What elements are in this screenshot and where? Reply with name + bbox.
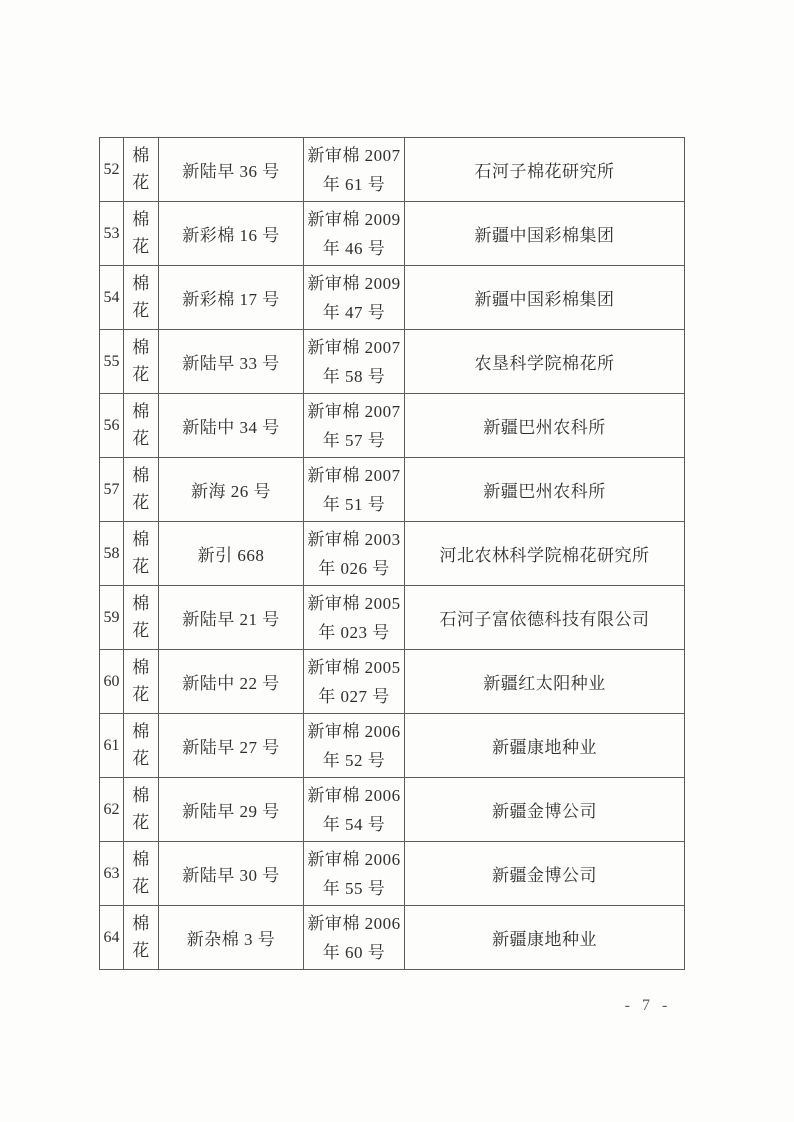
cert-line-1: 新审棉 2005	[307, 593, 401, 613]
org-cell: 新疆康地种业	[405, 714, 685, 778]
variety-cell: 新陆早 29 号	[159, 778, 304, 842]
category-text: 棉花	[132, 722, 150, 768]
category-cell	[124, 522, 159, 586]
cert-cell	[304, 586, 405, 650]
cert-cell	[304, 394, 405, 458]
row-number-cell: 52	[100, 138, 124, 202]
row-number-cell: 60	[100, 650, 124, 714]
category-cell	[124, 842, 159, 906]
cert-line-2: 年 51 号	[322, 494, 386, 514]
cert-line-2: 年 026 号	[318, 558, 390, 578]
cert-line-2: 年 61 号	[322, 174, 386, 194]
category-cell	[124, 458, 159, 522]
org-cell: 新疆中国彩棉集团	[405, 202, 685, 266]
cert-line-2: 年 47 号	[322, 302, 386, 322]
category-text: 棉花	[132, 146, 150, 192]
cert-line-1: 新审棉 2009	[307, 273, 401, 293]
table-body	[100, 138, 685, 970]
cert-cell	[304, 266, 405, 330]
cert-line-2: 年 60 号	[322, 942, 386, 962]
cert-line-2: 年 57 号	[322, 430, 386, 450]
cert-line-1: 新审棉 2007	[307, 337, 401, 357]
category-cell	[124, 586, 159, 650]
cert-line-2: 年 027 号	[318, 686, 390, 706]
variety-cell: 新海 26 号	[159, 458, 304, 522]
cert-cell	[304, 650, 405, 714]
variety-cell: 新陆早 33 号	[159, 330, 304, 394]
category-cell	[124, 138, 159, 202]
org-cell: 农垦科学院棉花所	[405, 330, 685, 394]
cert-cell	[304, 906, 405, 970]
cert-line-1: 新审棉 2005	[307, 657, 401, 677]
cert-line-2: 年 54 号	[322, 814, 386, 834]
category-cell	[124, 906, 159, 970]
table-row	[100, 138, 685, 202]
category-text: 棉花	[132, 274, 150, 320]
row-number-cell: 59	[100, 586, 124, 650]
cert-line-2: 年 46 号	[322, 238, 386, 258]
cert-line-2: 年 023 号	[318, 622, 390, 642]
table-row	[100, 586, 685, 650]
page-number: - 7 -	[624, 997, 672, 1014]
table-row	[100, 330, 685, 394]
variety-cell: 新彩棉 16 号	[159, 202, 304, 266]
variety-approval-table	[99, 137, 685, 970]
table-row	[100, 394, 685, 458]
org-cell: 石河子棉花研究所	[405, 138, 685, 202]
table-row	[100, 650, 685, 714]
category-cell	[124, 778, 159, 842]
row-number-cell: 61	[100, 714, 124, 778]
cert-line-1: 新审棉 2006	[307, 721, 401, 741]
category-cell	[124, 266, 159, 330]
row-number-cell: 64	[100, 906, 124, 970]
category-text: 棉花	[132, 594, 150, 640]
cert-cell	[304, 778, 405, 842]
category-text: 棉花	[132, 210, 150, 256]
row-number-cell: 63	[100, 842, 124, 906]
cert-cell	[304, 202, 405, 266]
table-row	[100, 266, 685, 330]
category-text: 棉花	[132, 850, 150, 896]
category-cell	[124, 650, 159, 714]
category-text: 棉花	[132, 658, 150, 704]
org-cell: 新疆红太阳种业	[405, 650, 685, 714]
table-row	[100, 714, 685, 778]
variety-cell: 新陆中 22 号	[159, 650, 304, 714]
cert-line-2: 年 55 号	[322, 878, 386, 898]
cert-line-1: 新审棉 2006	[307, 785, 401, 805]
org-cell: 新疆金博公司	[405, 842, 685, 906]
variety-cell: 新陆早 27 号	[159, 714, 304, 778]
org-cell: 新疆中国彩棉集团	[405, 266, 685, 330]
table-row	[100, 458, 685, 522]
cert-cell	[304, 714, 405, 778]
cert-line-1: 新审棉 2009	[307, 209, 401, 229]
category-cell	[124, 394, 159, 458]
row-number-cell: 57	[100, 458, 124, 522]
table-row	[100, 842, 685, 906]
table-row	[100, 202, 685, 266]
cert-line-1: 新审棉 2003	[307, 529, 401, 549]
org-cell: 新疆巴州农科所	[405, 458, 685, 522]
table-row	[100, 906, 685, 970]
category-text: 棉花	[132, 338, 150, 384]
row-number-cell: 53	[100, 202, 124, 266]
cert-cell	[304, 458, 405, 522]
category-text: 棉花	[132, 914, 150, 960]
variety-cell: 新彩棉 17 号	[159, 266, 304, 330]
row-number-cell: 58	[100, 522, 124, 586]
cert-line-2: 年 58 号	[322, 366, 386, 386]
cert-line-1: 新审棉 2007	[307, 465, 401, 485]
row-number-cell: 62	[100, 778, 124, 842]
org-cell: 新疆金博公司	[405, 778, 685, 842]
cert-cell	[304, 330, 405, 394]
cert-line-1: 新审棉 2007	[307, 145, 401, 165]
cert-cell	[304, 138, 405, 202]
variety-cell: 新引 668	[159, 522, 304, 586]
variety-cell: 新陆早 21 号	[159, 586, 304, 650]
table-row	[100, 522, 685, 586]
category-text: 棉花	[132, 402, 150, 448]
category-text: 棉花	[132, 786, 150, 832]
category-text: 棉花	[132, 530, 150, 576]
org-cell: 石河子富依德科技有限公司	[405, 586, 685, 650]
table-row	[100, 778, 685, 842]
variety-cell: 新陆早 30 号	[159, 842, 304, 906]
cert-line-1: 新审棉 2006	[307, 849, 401, 869]
category-cell	[124, 202, 159, 266]
category-cell	[124, 330, 159, 394]
variety-cell: 新陆中 34 号	[159, 394, 304, 458]
cert-line-2: 年 52 号	[322, 750, 386, 770]
variety-cell: 新杂棉 3 号	[159, 906, 304, 970]
variety-cell: 新陆早 36 号	[159, 138, 304, 202]
org-cell: 新疆康地种业	[405, 906, 685, 970]
row-number-cell: 54	[100, 266, 124, 330]
org-cell: 河北农林科学院棉花研究所	[405, 522, 685, 586]
cert-line-1: 新审棉 2006	[307, 913, 401, 933]
cert-cell	[304, 842, 405, 906]
category-text: 棉花	[132, 466, 150, 512]
cert-line-1: 新审棉 2007	[307, 401, 401, 421]
row-number-cell: 55	[100, 330, 124, 394]
org-cell: 新疆巴州农科所	[405, 394, 685, 458]
category-cell	[124, 714, 159, 778]
cert-cell	[304, 522, 405, 586]
row-number-cell: 56	[100, 394, 124, 458]
